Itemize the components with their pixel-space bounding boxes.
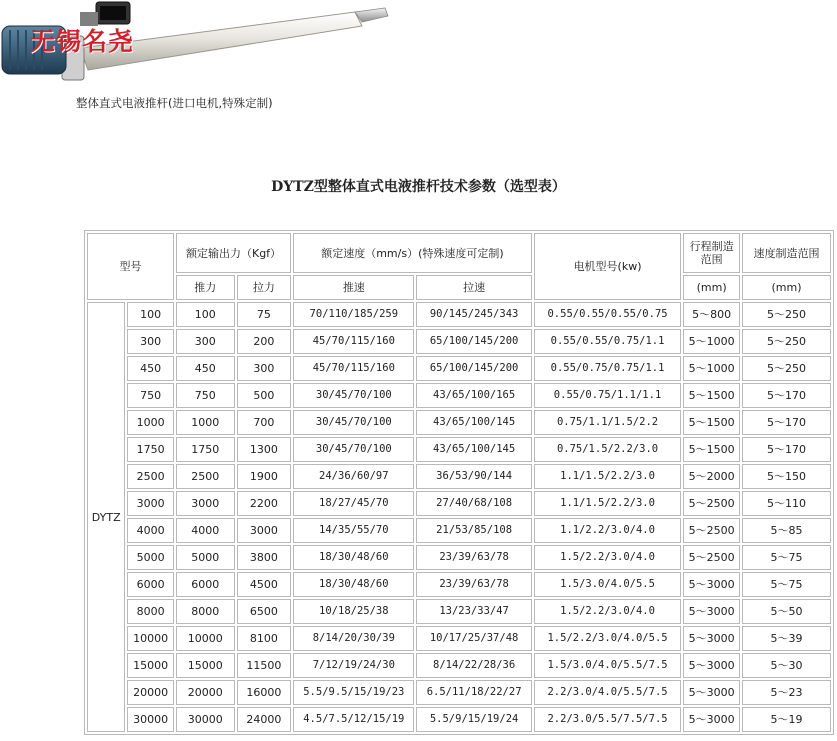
cell-pull-speed: 5.5/9/15/19/24 — [416, 707, 531, 732]
cell-speed-range: 5～23 — [742, 680, 831, 705]
table-row — [87, 302, 831, 327]
table-row — [87, 383, 831, 408]
cell-pull-force: 24000 — [237, 707, 292, 732]
cell-push-speed: 7/12/19/24/30 — [293, 653, 414, 678]
cell-stroke-range: 5～3000 — [683, 599, 740, 624]
cell-stroke-range: 5～2500 — [683, 518, 740, 543]
photo-caption: 整体直式电液推杆(进口电机,特殊定制) — [76, 96, 273, 110]
cell-push-speed: 30/45/70/100 — [293, 410, 414, 435]
table-row — [87, 653, 831, 678]
cell-motor: 1.5/2.2/3.0/4.0 — [534, 545, 682, 570]
cell-motor: 1.5/3.0/4.0/5.5 — [534, 572, 682, 597]
cell-model: 750 — [127, 383, 174, 408]
cell-model: 15000 — [127, 653, 174, 678]
cell-stroke-range: 5～3000 — [683, 680, 740, 705]
cell-push-speed: 14/35/55/70 — [293, 518, 414, 543]
cell-stroke-range: 5～1000 — [683, 329, 740, 354]
cell-pull-force: 3800 — [237, 545, 292, 570]
table-row — [87, 680, 831, 705]
cell-motor: 0.75/1.5/2.2/3.0 — [534, 437, 682, 462]
cell-stroke-range: 5～1000 — [683, 356, 740, 381]
cell-motor: 2.2/3.0/5.5/7.5/7.5 — [534, 707, 682, 732]
cell-push-speed: 30/45/70/100 — [293, 383, 414, 408]
cell-push-force: 30000 — [176, 707, 235, 732]
cell-model: 4000 — [127, 518, 174, 543]
header-push-force: 推力 — [176, 275, 235, 300]
cell-speed-range: 5～19 — [742, 707, 831, 732]
cell-push-force: 20000 — [176, 680, 235, 705]
cell-pull-speed: 23/39/63/78 — [416, 545, 531, 570]
cell-speed-range: 5～75 — [742, 572, 831, 597]
cell-speed-range: 5～170 — [742, 383, 831, 408]
cell-model: 100 — [127, 302, 174, 327]
cell-speed-range: 5～85 — [742, 518, 831, 543]
cell-motor: 1.1/1.5/2.2/3.0 — [534, 491, 682, 516]
cell-motor: 0.75/1.1/1.5/2.2 — [534, 410, 682, 435]
cell-speed-range: 5～39 — [742, 626, 831, 651]
cell-model: 20000 — [127, 680, 174, 705]
product-photo — [0, 0, 400, 86]
cell-pull-speed: 43/65/100/145 — [416, 410, 531, 435]
cell-push-force: 1750 — [176, 437, 235, 462]
cell-model: 300 — [127, 329, 174, 354]
cell-model: 2500 — [127, 464, 174, 489]
cell-pull-force: 500 — [237, 383, 292, 408]
cell-stroke-range: 5～1500 — [683, 437, 740, 462]
header-pull-force: 拉力 — [237, 275, 292, 300]
cell-push-force: 10000 — [176, 626, 235, 651]
cell-stroke-range: 5～3000 — [683, 626, 740, 651]
table-row — [87, 518, 831, 543]
series-name: DYTZ — [87, 302, 125, 732]
cell-push-force: 1000 — [176, 410, 235, 435]
cell-pull-force: 3000 — [237, 518, 292, 543]
cell-motor: 2.2/3.0/4.0/5.5/7.5 — [534, 680, 682, 705]
cell-push-force: 100 — [176, 302, 235, 327]
cell-model: 10000 — [127, 626, 174, 651]
cell-push-force: 5000 — [176, 545, 235, 570]
cell-push-force: 6000 — [176, 572, 235, 597]
cell-pull-force: 4500 — [237, 572, 292, 597]
cell-pull-force: 6500 — [237, 599, 292, 624]
cell-motor: 1.5/2.2/3.0/4.0/5.5 — [534, 626, 682, 651]
cell-pull-force: 700 — [237, 410, 292, 435]
cell-push-speed: 8/14/20/30/39 — [293, 626, 414, 651]
cell-pull-speed: 90/145/245/343 — [416, 302, 531, 327]
cell-pull-force: 11500 — [237, 653, 292, 678]
cell-push-speed: 30/45/70/100 — [293, 437, 414, 462]
cell-push-force: 3000 — [176, 491, 235, 516]
cell-model: 3000 — [127, 491, 174, 516]
cell-pull-force: 200 — [237, 329, 292, 354]
cell-model: 1000 — [127, 410, 174, 435]
cell-stroke-range: 5～1500 — [683, 383, 740, 408]
cell-pull-speed: 43/65/100/145 — [416, 437, 531, 462]
cell-speed-range: 5～170 — [742, 437, 831, 462]
cell-motor: 0.55/0.75/0.75/1.1 — [534, 356, 682, 381]
cell-speed-range: 5～250 — [742, 356, 831, 381]
cell-motor: 1.5/3.0/4.0/5.5/7.5 — [534, 653, 682, 678]
cell-pull-speed: 43/65/100/165 — [416, 383, 531, 408]
cell-pull-force: 2200 — [237, 491, 292, 516]
table-row — [87, 707, 831, 732]
cell-motor: 1.5/2.2/3.0/4.0 — [534, 599, 682, 624]
cell-stroke-range: 5～2500 — [683, 545, 740, 570]
cell-push-force: 450 — [176, 356, 235, 381]
header-stroke-unit: (mm) — [683, 275, 740, 300]
cell-pull-force: 1300 — [237, 437, 292, 462]
cell-push-force: 4000 — [176, 518, 235, 543]
cell-speed-range: 5～110 — [742, 491, 831, 516]
cell-speed-range: 5～250 — [742, 302, 831, 327]
cell-model: 450 — [127, 356, 174, 381]
cell-motor: 1.1/1.5/2.2/3.0 — [534, 464, 682, 489]
header-rated-output: 额定输出力（Kgf） — [176, 233, 291, 273]
cell-stroke-range: 5～800 — [683, 302, 740, 327]
table-row — [87, 491, 831, 516]
cell-model: 6000 — [127, 572, 174, 597]
cell-stroke-range: 5～3000 — [683, 653, 740, 678]
cell-pull-speed: 13/23/33/47 — [416, 599, 531, 624]
spec-table — [84, 230, 834, 735]
table-row — [87, 626, 831, 651]
cell-pull-speed: 8/14/22/28/36 — [416, 653, 531, 678]
cell-motor: 0.55/0.55/0.75/1.1 — [534, 329, 682, 354]
cell-speed-range: 5～75 — [742, 545, 831, 570]
header-model: 型号 — [87, 233, 174, 300]
cell-pull-force: 1900 — [237, 464, 292, 489]
cell-pull-speed: 23/39/63/78 — [416, 572, 531, 597]
cell-pull-speed: 6.5/11/18/22/27 — [416, 680, 531, 705]
cell-push-speed: 10/18/25/38 — [293, 599, 414, 624]
header-row-1 — [87, 233, 831, 273]
header-stroke: 行程制造范围 — [683, 233, 740, 273]
cell-pull-speed: 10/17/25/37/48 — [416, 626, 531, 651]
cell-push-force: 300 — [176, 329, 235, 354]
cell-stroke-range: 5～2500 — [683, 491, 740, 516]
cell-stroke-range: 5～3000 — [683, 707, 740, 732]
cell-push-speed: 45/70/115/160 — [293, 356, 414, 381]
header-rated-speed: 额定速度（mm/s）(特殊速度可定制) — [293, 233, 532, 273]
cell-pull-speed: 65/100/145/200 — [416, 329, 531, 354]
cell-push-speed: 4.5/7.5/12/15/19 — [293, 707, 414, 732]
table-row — [87, 464, 831, 489]
cell-pull-speed: 65/100/145/200 — [416, 356, 531, 381]
table-row — [87, 410, 831, 435]
cell-speed-range: 5～150 — [742, 464, 831, 489]
cell-pull-force: 8100 — [237, 626, 292, 651]
cell-model: 5000 — [127, 545, 174, 570]
cell-push-speed: 70/110/185/259 — [293, 302, 414, 327]
cell-push-speed: 18/30/48/60 — [293, 572, 414, 597]
cell-push-force: 750 — [176, 383, 235, 408]
cell-motor: 1.1/2.2/3.0/4.0 — [534, 518, 682, 543]
cell-push-speed: 18/27/45/70 — [293, 491, 414, 516]
cell-push-force: 2500 — [176, 464, 235, 489]
cell-pull-speed: 21/53/85/108 — [416, 518, 531, 543]
header-speed-unit: (mm) — [742, 275, 831, 300]
cell-stroke-range: 5～2000 — [683, 464, 740, 489]
cell-push-speed: 18/30/48/60 — [293, 545, 414, 570]
cell-model: 8000 — [127, 599, 174, 624]
cell-motor: 0.55/0.55/0.55/0.75 — [534, 302, 682, 327]
cell-pull-speed: 27/40/68/108 — [416, 491, 531, 516]
cell-speed-range: 5～170 — [742, 410, 831, 435]
cell-push-speed: 45/70/115/160 — [293, 329, 414, 354]
cell-model: 30000 — [127, 707, 174, 732]
cell-push-force: 8000 — [176, 599, 235, 624]
cell-pull-force: 16000 — [237, 680, 292, 705]
cell-stroke-range: 5～3000 — [683, 572, 740, 597]
header-row-2 — [87, 275, 831, 300]
cell-speed-range: 5～250 — [742, 329, 831, 354]
cell-speed-range: 5～50 — [742, 599, 831, 624]
header-motor: 电机型号(kw) — [534, 233, 682, 300]
cell-model: 1750 — [127, 437, 174, 462]
cell-speed-range: 5～30 — [742, 653, 831, 678]
table-title: DYTZ型整体直式电液推杆技术参数（选型表） — [271, 179, 566, 195]
cell-pull-force: 300 — [237, 356, 292, 381]
cell-pull-force: 75 — [237, 302, 292, 327]
header-speed-range: 速度制造范围 — [742, 233, 831, 273]
header-pull-speed: 拉速 — [416, 275, 531, 300]
cell-push-speed: 5.5/9.5/15/19/23 — [293, 680, 414, 705]
header-push-speed: 推速 — [293, 275, 414, 300]
cell-pull-speed: 36/53/90/144 — [416, 464, 531, 489]
cell-push-speed: 24/36/60/97 — [293, 464, 414, 489]
table-row — [87, 437, 831, 462]
cell-stroke-range: 5～1500 — [683, 410, 740, 435]
table-row — [87, 572, 831, 597]
cell-push-force: 15000 — [176, 653, 235, 678]
table-row — [87, 599, 831, 624]
table-row — [87, 545, 831, 570]
watermark-text: 无锡名尧 — [30, 27, 135, 56]
table-row — [87, 329, 831, 354]
table-row — [87, 356, 831, 381]
cell-motor: 0.55/0.75/1.1/1.1 — [534, 383, 682, 408]
